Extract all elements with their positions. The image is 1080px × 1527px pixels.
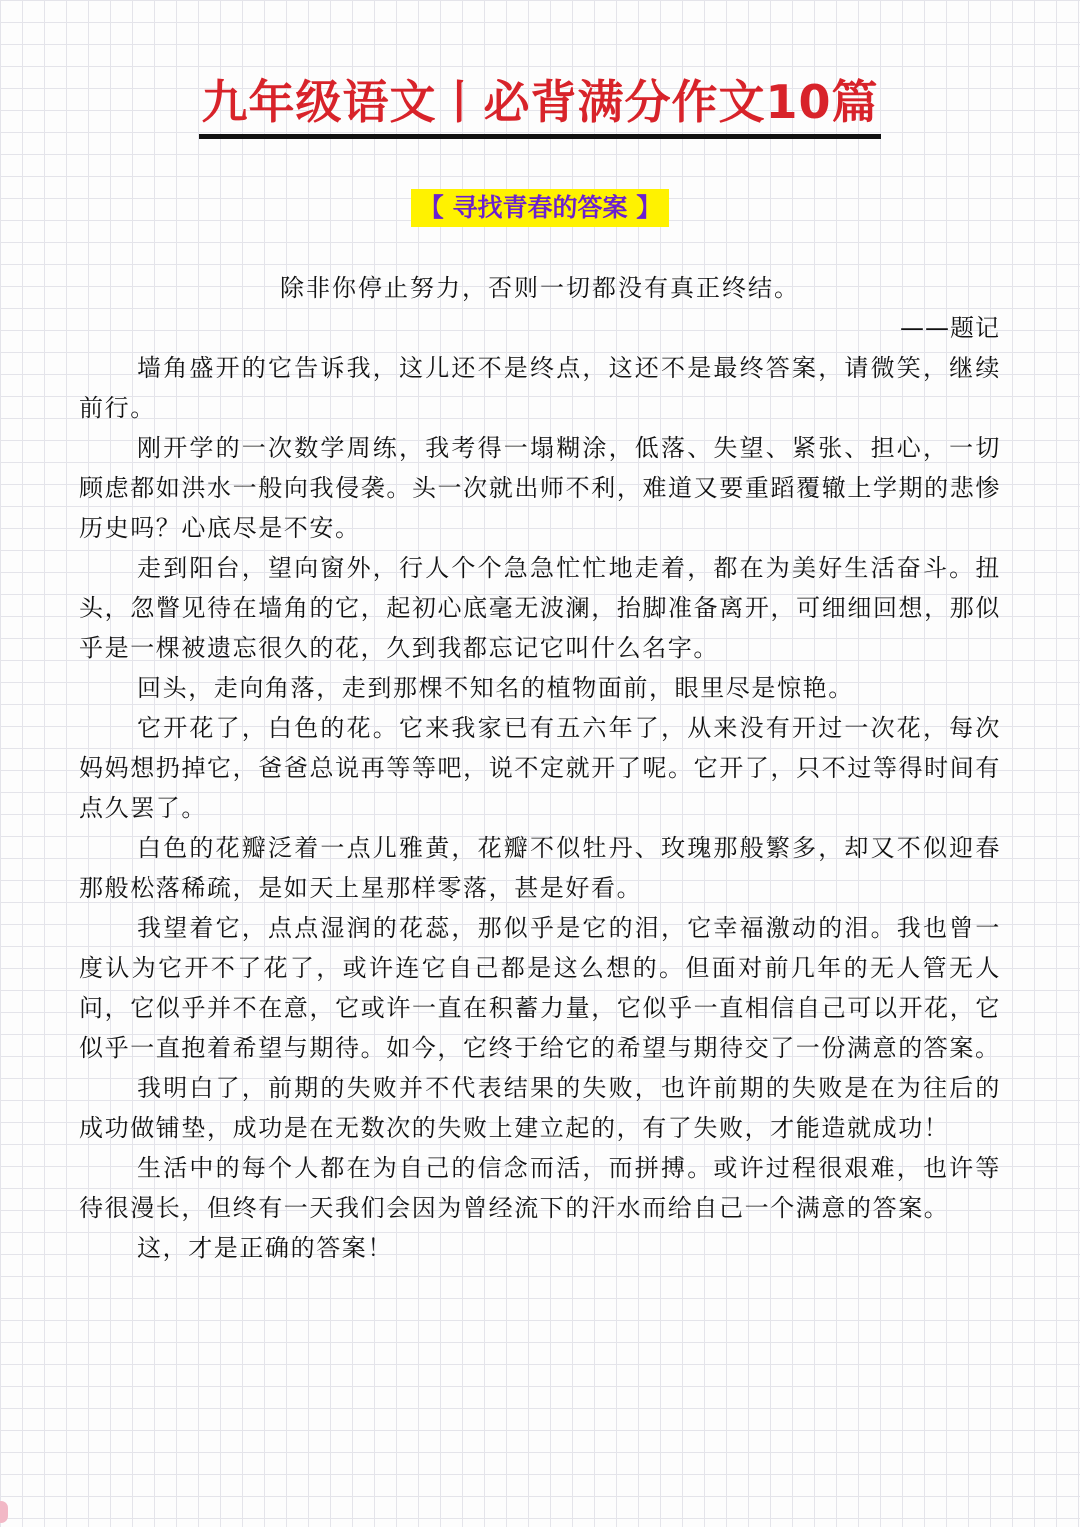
essay-paragraph: 这，才是正确的答案！	[137, 1234, 393, 1262]
essay-paragraph: 走到阳台，望向窗外，行人个个急急忙忙地走着，都在为美好生活奋斗。扭头，忽瞥见待在墙角的它，起初心底毫无波澜，抬脚准备离开，可细细回想，那似乎是一棵被遗忘很久的花，久到我都忘记它叫什么名字。	[79, 554, 1001, 662]
essay-paragraph: 墙角盛开的它告诉我，这儿还不是终点，这还不是最终答案，请微笑，继续前行。	[79, 354, 1001, 422]
corner-decoration	[0, 1501, 8, 1523]
title-container	[0, 72, 1080, 139]
essay-paragraph: 刚开学的一次数学周练，我考得一塌糊涂，低落、失望、紧张、担心，一切顾虑都如洪水一般向我侵袭。头一次就出师不利，难道又要重蹈覆辙上学期的悲惨历史吗？心底尽是不安。	[79, 434, 1001, 542]
essay-paragraph: 我望着它，点点湿润的花蕊，那似乎是它的泪，它幸福激动的泪。我也曾一度认为它开不了花了，或许连它自己都是这么想的。但面对前几年的无人管无人问，它似乎并不在意，它或许一直在积蓄力量，它似乎一直相信自己可以开花，它似乎一直抱着希望与期待。如今，它终于给它的希望与期待交了一份满意的答案。	[79, 914, 1001, 1062]
epigraph-text: 除非你停止努力，否则一切都没有真正终结。	[280, 274, 800, 302]
epigraph-signature: ——题记	[900, 314, 1000, 342]
essay-paragraph: 生活中的每个人都在为自己的信念而活，而拼搏。或许过程很艰难，也许等待很漫长，但终有一天我们会因为曾经流下的汗水而给自己一个满意的答案。	[79, 1154, 1001, 1222]
essay-paragraph: 回头，走向角落，走到那棵不知名的植物面前，眼里尽是惊艳。	[137, 674, 854, 702]
essay-title-highlight: 【 寻找青春的答案 】	[411, 189, 669, 227]
essay-paragraph: 它开花了，白色的花。它来我家已有五六年了，从来没有开过一次花，每次妈妈想扔掉它，爸爸总说再等等吧，说不定就开了呢。它开了，只不过等得时间有点久罢了。	[79, 714, 1001, 822]
essay-paragraph: 我明白了，前期的失败并不代表结果的失败，也许前期的失败是在为往后的成功做铺垫，成功是在无数次的失败上建立起的，有了失败，才能造就成功！	[79, 1074, 1001, 1142]
essay-paragraph: 白色的花瓣泛着一点儿雅黄，花瓣不似牡丹、玫瑰那般繁多，却又不似迎春那般松落稀疏，是如天上星那样零落，甚是好看。	[79, 834, 1001, 902]
subtitle-container	[0, 189, 1080, 227]
page-title: 九年级语文丨必背满分作文10篇	[199, 72, 880, 139]
essay-body	[79, 348, 1001, 1268]
